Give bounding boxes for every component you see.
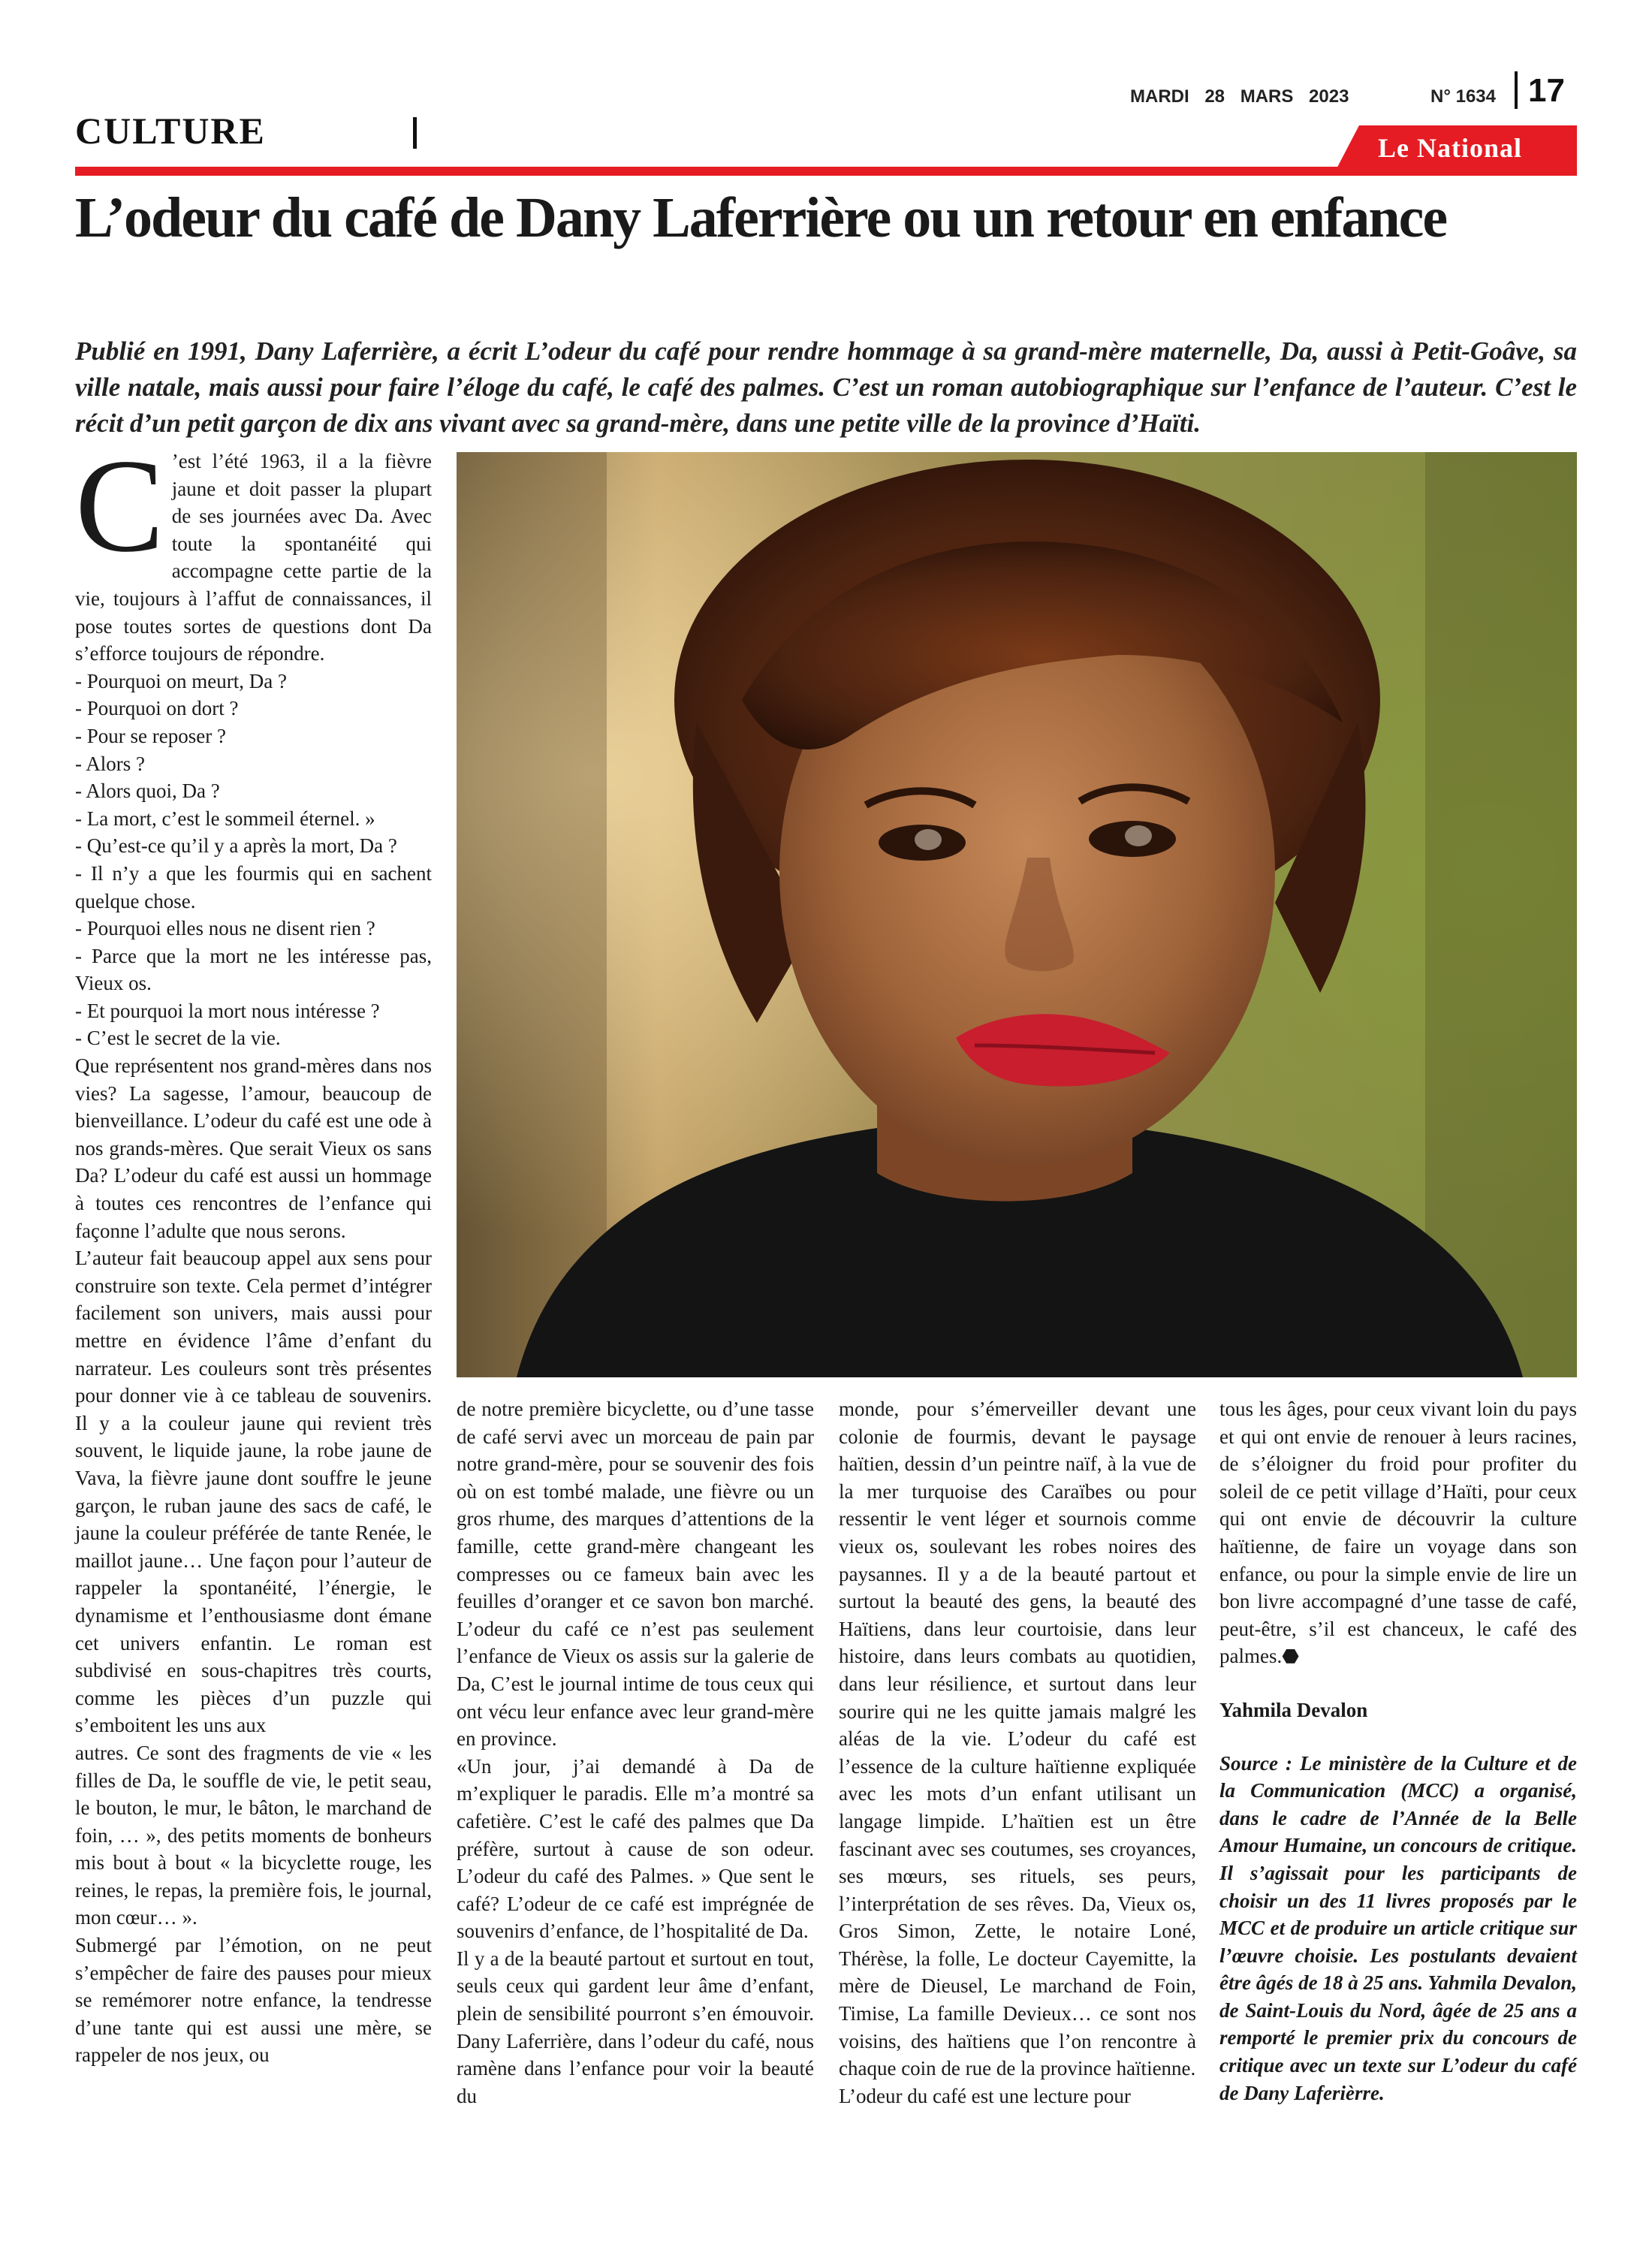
paragraph: «Un jour, j’ai demandé à Da de m’expliquer le paradis. Elle m’a montré sa cafetière. C’est le café des palmes que Da préfère, surtout à cause de son odeur. L’odeur du café des Palmes. » Que sent le café? L’odeur de ce café est imprégnée de souvenirs d’enfance, de l’hospitalité de Da. — [457, 1754, 814, 1943]
paragraph — [75, 431, 432, 668]
paragraph: Submergé par l’émotion, on ne peut s’empêcher de faire des pauses pour mieux se remémorer notre enfance, la tendresse d’une tante qui est aussi une mère, se rappeler de nos jeux, ou — [75, 1934, 432, 2067]
dialogue-line: - Qu’est-ce qu’il y a après la mort, Da ? — [75, 834, 397, 858]
date-month: MARS — [1240, 86, 1294, 107]
dialogue-line: - C’est le secret de la vie. — [75, 1027, 281, 1050]
dialogue-line: - Il n’y a que les fourmis qui en sachent quelque chose. — [75, 861, 432, 912]
paragraph: Que représentent nos grand-mères dans nos vies? La sagesse, l’amour, beaucoup de bienveillance. L’odeur du café est une ode à nos grands-mères. Que serait Vieux os sans Da? L’odeur du café est aussi un hommage à toutes ces rencontres de l’enfance qui façonne l’adulte que nous serons. — [75, 1054, 432, 1242]
brand-name: Le National — [1378, 133, 1523, 163]
paragraph: L’odeur du café est une lecture pour — [839, 2084, 1131, 2107]
dateline — [1130, 86, 1349, 107]
portrait-illustration — [457, 452, 1577, 1377]
dialogue-line: - La mort, c’est le sommeil éternel. » — [75, 807, 375, 830]
dialogue-line: - Pour se reposer ? — [75, 724, 226, 747]
issue-number: N° 1634 — [1430, 86, 1496, 107]
dialogue-line: - Alors ? — [75, 752, 145, 775]
section-label: CULTURE — [75, 110, 266, 152]
paragraph: de notre première bicyclette, ou d’une tasse de café servi avec un morceau de pain par notre grand-mère, pour se souvenir des fois où on est tombé malade, une fièvre ou un gros rhume, des marques d’attentions de la famille, cette grand-mère changeant les compresses ou ce fameux bain avec les feuilles d’oranger et ce savon bon marché. L’odeur du café ce n’est pas seulement l’enfance de Vieux os assis sur la galerie de Da, C’est le journal intime de tous ceux qui ont vécu leur enfance avec leur grand-mère en province. — [457, 1398, 814, 1751]
paragraph: L’auteur fait beaucoup appel aux sens pour construire son texte. Cela permet d’intégrer facilement son univers, mais aussi pour mettre en évidence l’âme d’enfant du narrateur. Les couleurs sont très présentes pour donner vie à ce tableau de souvenirs. Il y a la couleur jaune qui revient très souvent, le liquide jaune, la robe jaune de Vava, la fièvre jaune dont souffre le jeune garçon, le ruban jaune des sacs de café, le jaune la couleur préférée de tante Renée, le maillot jaune… Une façon pour l’auteur de rappeler la spontanéité, l’énergie, le dynamisme et l’enthousiasme dont émane cet univers enfantin. Le roman est subdivisé en sous-chapitres très courts, comme les pièces d’un puzzle qui s’emboitent les uns aux — [75, 1247, 432, 1737]
paragraph: Il y a de la beauté partout et surtout en tout, seuls ceux qui gardent leur âme d’enfant, plein de sensibilité pourront s’en émouvoir. Dany Laferrière, dans l’odeur du café, nous ramène dans l’enfance pour voir la beauté du — [457, 1947, 814, 2107]
date-year: 2023 — [1309, 86, 1349, 107]
article-column-4 — [1219, 1395, 1577, 2107]
article-lede: Publié en 1991, Dany Laferrière, a écrit L’odeur du café pour rendre hommage à sa grand-mère maternelle, Da, aussi à Petit-Goâve, sa ville natale, mais aussi pour faire l’éloge du café, le café des palmes. C’est un roman autobiographique sur l’enfance de l’auteur. C’est le récit d’un petit garçon de dix ans vivant avec sa grand-mère, dans une petite ville de la province d’Haïti. — [75, 336, 1577, 438]
paragraph-text: tous les âges, pour ceux vivant loin du pays et qui ont envie de renouer à leurs racines, de s’éloigner du froid pour profiter du soleil de ce petit village d’Haïti, pour ceux qui ont envie de découvrir la culture haïtienne, de faire un voyage dans son enfance, ou pour la simple envie de lire un bon livre accompagné d’une tasse de café, peut-être, s’il est chanceux, le café des palmes. — [1219, 1398, 1577, 1668]
dialogue-line: - Pourquoi on dort ? — [75, 697, 239, 720]
paragraph — [1219, 1395, 1577, 1671]
dialogue-line: - Pourquoi on meurt, Da ? — [75, 669, 287, 692]
dialogue-line: - Parce que la mort ne les intéresse pas, Vieux os. — [75, 944, 432, 995]
source-note: Source : Le ministère de la Culture et de la Communication (MCC) a organisé, dans le cadre de l’Année de la Belle Amour Humaine, un concours de critique. Il s’agissait pour les participants de choisir un des 11 livres proposés par le MCC et de produire un article critique sur l’œuvre choisie. Les postulants devaient être âgés de 18 à 25 ans. Yahmila Devalon, de Saint-Louis du Nord, âgée de 25 ans a remporté le premier prix du concours de critique avec un texte sur L’odeur du café de Dany Laferièrre. — [1219, 1751, 1577, 2104]
paragraph-text: ’est l’été 1963, il a la fièvre jaune et doit passer la plupart de ses journées avec Da. Avec toute la spontanéité qui accompagne cette partie de la vie, toujours à l’affut de connaissances, il pose toutes sortes de questions dont Da s’efforce toujours de répondre. — [75, 450, 432, 665]
end-mark-icon: ⬣ — [1282, 1645, 1299, 1668]
page-number: 17 — [1528, 72, 1565, 109]
article-column-3 — [839, 1395, 1196, 2110]
dialogue-line: - Pourquoi elles nous ne disent rien ? — [75, 917, 375, 940]
author-byline: Yahmila Devalon — [1219, 1698, 1368, 1721]
article-column-1 — [75, 431, 432, 2069]
article-title: L’odeur du café de Dany Laferrière ou un retour en enfance — [75, 186, 1447, 249]
article-column-2 — [457, 1395, 814, 2110]
page-divider — [1515, 71, 1518, 109]
paragraph: autres. Ce sont des fragments de vie « les filles de Da, le souffle de vie, le petit seau, le bouton, le mur, le bâton, le marchand de foin, … », des petits moments de bonheurs mis bout à bout « la bicyclette rouge, les reines, le repas, la première fois, le journal, mon cœur… ». — [75, 1741, 432, 1929]
paragraph: monde, pour s’émerveiller devant une colonie de fourmis, devant le paysage haïtien, dessin d’un peintre naïf, à la vue de la mer turquoise des Caraïbes ou pour ressentir le vent léger et sournois comme vieux os, soulevant les robes noires des paysannes. Il y a de la beauté partout et surtout la beauté des gens, la beauté des Haïtiens, dans leur courtoisie, dans leur histoire, dans leurs combats au quotidien, dans leur résilience, et surtout dans leur sourire qui ne les quitte jamais malgré les aléas de la vie. L’odeur du café est l’essence de la culture haïtienne expliquée avec les mots d’un enfant utilisant un langage limpide. L’haïtien est un être fascinant avec ses coutumes, ses croyances, ses mœurs, ses rituels, ses peurs, l’interprétation de ses rêves. Da, Vieux os, Gros Simon, Zette, le notaire Loné, Thérèse, la folle, Le docteur Cayemitte, la mère de Dieusel, Le marchand de Foin, Timise, La famille Devieux… ce sont nos voisins, des haïtiens que l’on rencontre à chaque coin de rue de la province haïtienne. — [839, 1398, 1196, 2080]
article-photo — [457, 452, 1577, 1377]
dialogue-line: - Alors quoi, Da ? — [75, 780, 220, 803]
date-number: 28 — [1204, 86, 1225, 107]
dialogue-line: - Et pourquoi la mort nous intéresse ? — [75, 999, 380, 1022]
date-day: MARDI — [1130, 86, 1189, 107]
section-divider — [413, 117, 417, 149]
drop-cap: C — [75, 431, 164, 580]
